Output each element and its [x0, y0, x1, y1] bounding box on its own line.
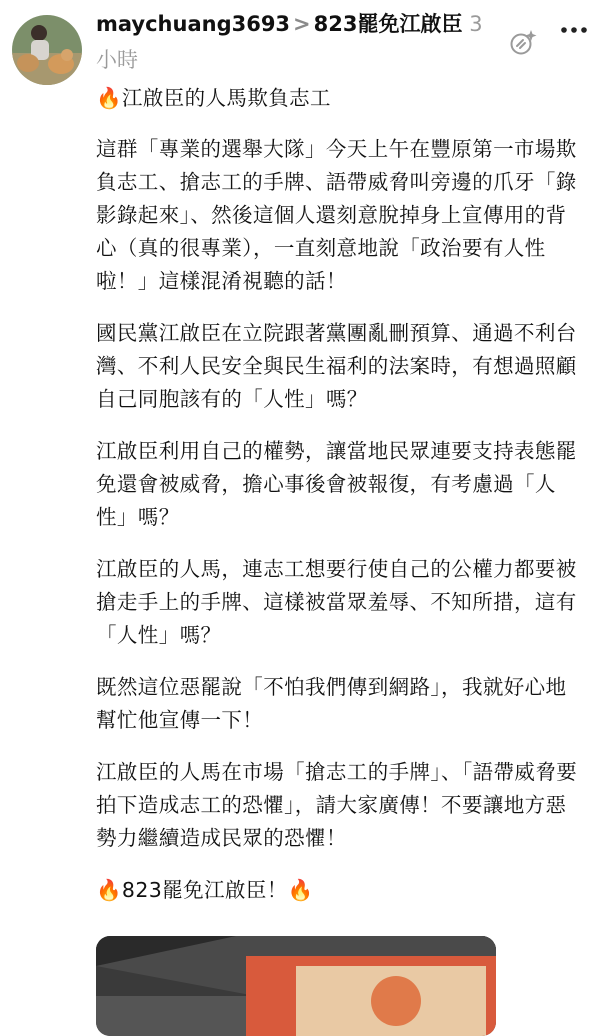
post-paragraph: 這群「專業的選舉大隊」今天上午在豐原第一市場欺負志工、搶志工的手牌、語帶威脅叫旁邊的爪牙「錄影錄起來」、然後這個人還刻意脫掉身上宣傳用的背心（真的很專業），一直刻意地說「政治要有人性啦！」這樣混淆視聽的話！	[96, 137, 577, 293]
post-title: 🔥江啟臣的人馬欺負志工	[96, 86, 331, 110]
post-paragraph: 既然這位惡罷說「不怕我們傳到網路」，我就好心地幫忙他宣傳一下！	[96, 675, 567, 732]
post-paragraph: 江啟臣利用自己的權勢，讓當地民眾連要支持表態罷免還會被威脅，擔心事後會被報復，有考慮過「人性」嗎？	[96, 439, 577, 529]
avatar[interactable]	[12, 15, 82, 85]
attached-photo[interactable]	[96, 936, 496, 1036]
post-header	[96, 6, 500, 78]
username[interactable]: maychuang3693	[96, 12, 291, 36]
ai-summary-icon[interactable]	[506, 26, 540, 60]
more-horizontal-icon[interactable]	[552, 15, 596, 45]
post-paragraph: 江啟臣的人馬，連志工想要行使自己的公權力都要被搶走手上的手牌、這樣被當眾羞辱、不知所措，這有「人性」嗎？	[96, 557, 577, 647]
post-paragraph: 江啟臣的人馬在市場「搶志工的手牌」、「語帶威脅要拍下造成志工的恐懼」，請大家廣傳！不要讓地方惡勢力繼續造成民眾的恐懼！	[96, 760, 578, 850]
post-hashline: 🔥823罷免江啟臣！🔥	[96, 878, 314, 902]
post-paragraph: 國民黨江啟臣在立院跟著黨團亂刪預算、通過不利台灣、不利人民安全與民生福利的法案時，有想過照顧自己同胞該有的「人性」嗎？	[96, 321, 577, 411]
post-time: 3小時	[96, 12, 483, 72]
chevron-right-icon: >	[293, 12, 311, 36]
topic-tag[interactable]: 823罷免江啟臣	[313, 12, 463, 36]
post-body	[96, 82, 584, 926]
